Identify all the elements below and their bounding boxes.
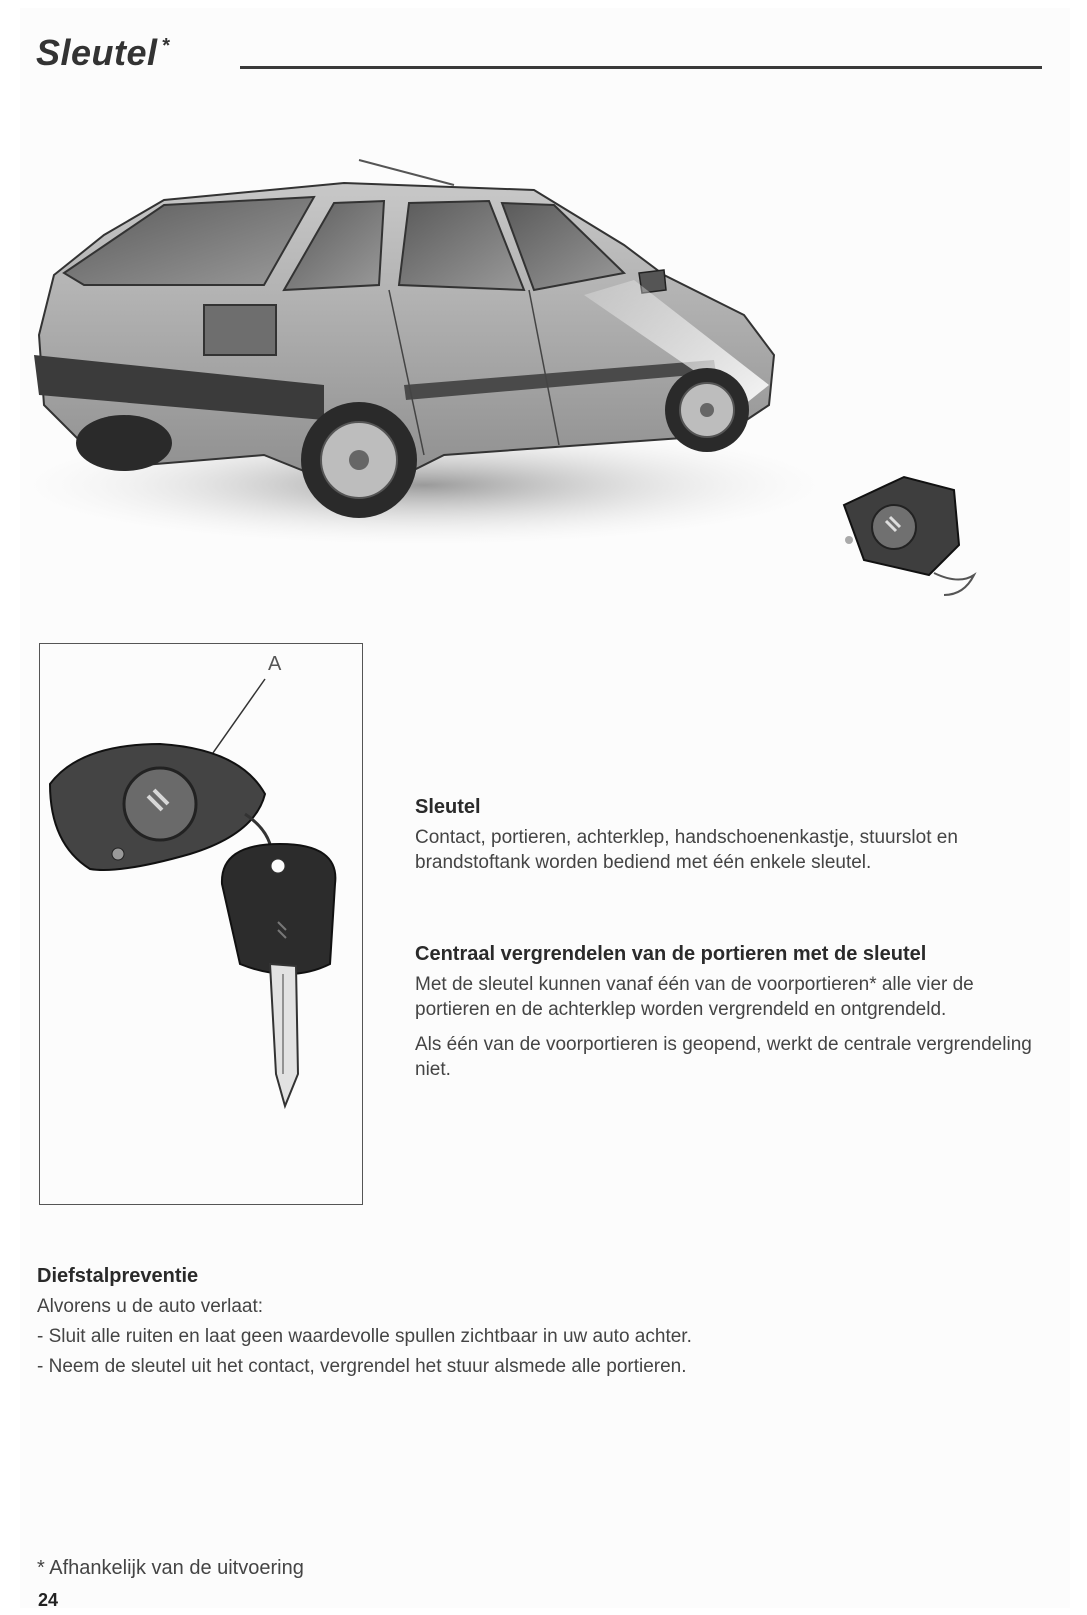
page-title: Sleutel * — [36, 32, 170, 73]
section-key — [415, 796, 1045, 885]
front-wheel-hub — [700, 403, 714, 417]
rear-wheel-hub — [349, 450, 369, 470]
section-central-locking — [415, 943, 1045, 1092]
section-key-heading: Sleutel — [415, 796, 481, 818]
fob-button — [124, 768, 196, 840]
key-hole — [271, 859, 285, 873]
car-illustration — [24, 155, 1034, 625]
section-theft-prevention — [37, 1265, 937, 1384]
antenna — [359, 160, 454, 185]
header-rule — [240, 66, 1042, 69]
section-key-body: Contact, portieren, achterklep, handschoenenkastje, stuurslot en brandstoftank worden bediend met één enkele sleutel. — [415, 827, 958, 873]
list-item: - Sluit alle ruiten en laat geen waardevolle spullen zichtbaar in uw auto achter. — [37, 1326, 692, 1347]
remote-key-fob — [844, 477, 974, 595]
key-blade — [270, 964, 298, 1106]
section-central-locking-heading: Centraal vergrendelen van de portieren met de sleutel — [415, 943, 927, 965]
fob-led — [112, 848, 124, 860]
callout-label-a: A — [268, 653, 282, 675]
section-central-locking-paragraph: Als één van de voorportieren is geopend, werkt de centrale vergrendeling niet. — [415, 1034, 1032, 1080]
section-theft-prevention-intro: Alvorens u de auto verlaat: — [37, 1296, 264, 1317]
page-number: 24 — [38, 1590, 59, 1610]
key-detail-figure — [39, 643, 363, 1205]
list-item: - Neem de sleutel uit het contact, vergrendel het stuur alsmede alle portieren. — [37, 1356, 687, 1377]
footnote: * Afhankelijk van de uitvoering — [37, 1557, 304, 1579]
section-central-locking-paragraph: Met de sleutel kunnen vanaf één van de voorportieren* alle vier de portieren en de achterklep worden vergrendeld en ontgrendeld. — [415, 974, 974, 1020]
tail-light — [204, 305, 276, 355]
left-rear-wheel — [76, 415, 172, 471]
section-theft-prevention-heading: Diefstalpreventie — [37, 1265, 199, 1287]
